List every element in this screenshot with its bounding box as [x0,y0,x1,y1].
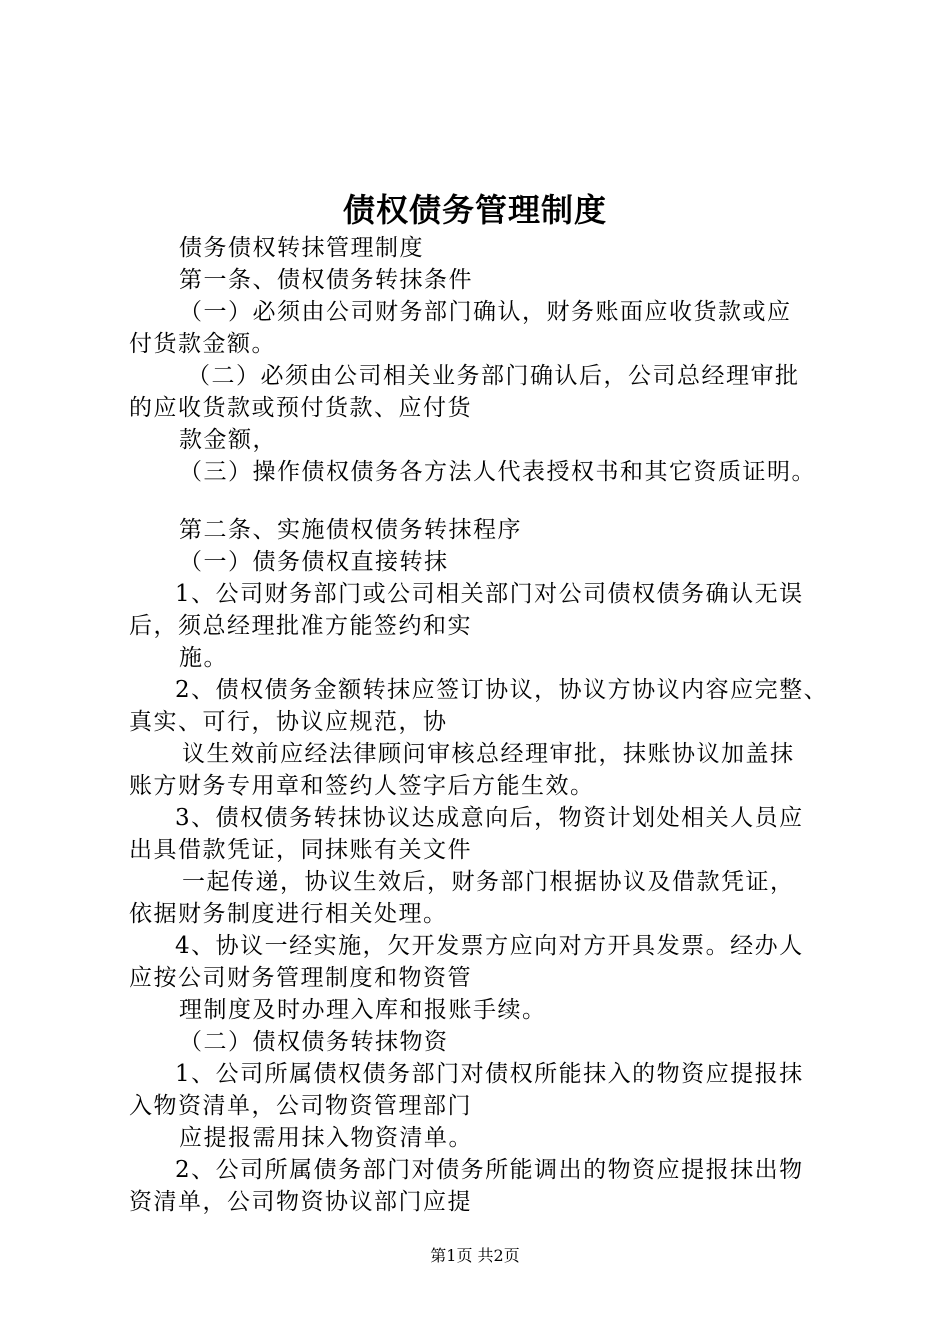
section-heading: 第一条、债权债务转抹条件 [179,267,473,293]
body-line: 应按公司财务管理制度和物资管 [129,965,472,991]
body-line: 付货款金额。 [129,331,276,357]
paragraph-gap [129,488,849,514]
body-line: 理制度及时办理入库和报账手续。 [179,997,547,1023]
body-line: 的应收货款或预付货款、应付货 [129,395,472,421]
body-line: 依据财务制度进行相关处理。 [129,901,448,927]
body-line: 资清单，公司物资协议部门应提 [129,1189,472,1215]
body-line: 2、公司所属债务部门对债务所能调出的物资应提报抹出物 [175,1157,804,1183]
body-line: 4、协议一经实施，欠开发票方应向对方开具发票。经办人 [175,933,804,959]
body-line: （三）操作债权债务各方法人代表授权书和其它资质证明。 [179,459,816,485]
document-title: 债权债务管理制度 [342,191,607,229]
body-line: 款金额， [179,427,277,453]
body-line: 账方财务专用章和签约人签字后方能生效。 [129,773,595,799]
body-line: 真实、可行，协议应规范，协 [129,709,448,735]
subsection-heading: （二）债权债务转抹物资 [179,1029,449,1055]
body-line: 1、公司财务部门或公司相关部门对公司债权债务确认无误 [175,581,804,607]
body-line: 施。 [179,645,228,671]
body-line: 出具借款凭证，同抹账有关文件 [129,837,472,863]
subsection-heading: （一）债务债权直接转抹 [179,549,449,575]
page-number-footer: 第1页 共2页 [430,1246,520,1265]
body-line: 2、债权债务金额转抹应签订协议，协议方协议内容应完整、 [175,677,829,703]
body-line: 后，须总经理批准方能签约和实 [129,613,472,639]
body-line: 入物资清单，公司物资管理部门 [129,1093,472,1119]
body-line: （一）必须由公司财务部门确认，财务账面应收货款或应 [179,299,792,325]
document-body [129,232,849,1218]
body-line: 应提报需用抹入物资清单。 [179,1125,473,1151]
body-line: 3、债权债务转抹协议达成意向后，物资计划处相关人员应 [175,805,804,831]
section-heading: 第二条、实施债权债务转抹程序 [179,517,522,543]
body-line: 议生效前应经法律顾问审核总经理审批，抹账协议加盖抹 [182,741,795,767]
body-line: 债务债权转抹管理制度 [179,235,424,261]
body-line: 一起传递，协议生效后，财务部门根据协议及借款凭证， [182,869,795,895]
body-line: 1、公司所属债权债务部门对债权所能抹入的物资应提报抹 [175,1061,804,1087]
body-line: （二）必须由公司相关业务部门确认后，公司总经理审批 [187,363,800,389]
